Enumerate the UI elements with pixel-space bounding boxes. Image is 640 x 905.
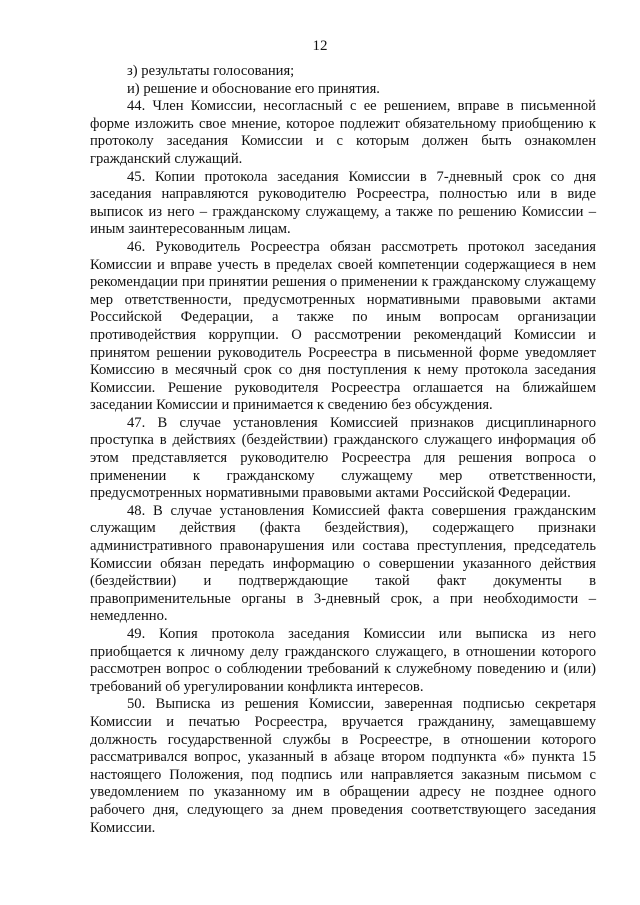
document-body: [90, 63, 596, 837]
paragraph-48: 48. В случае установления Комиссией факта совершения гражданским служащим действия (факта бездействия), содержащего признаки административного правонарушения или состава преступления, председатель Комиссии обязан передать информацию о совершении указанного действия (бездействии) и подтверждающие такой факт документы в правоприменительные органы в 3-дневный срок, а при необходимости – немедленно.: [90, 502, 596, 625]
paragraph-50: 50. Выписка из решения Комиссии, заверенная подписью секретаря Комиссии и печатью Росреестра, вручается гражданину, замещавшему должность государственной службы в Росреестре, в отношении которого рассматривался вопрос, указанный в абзаце втором подпункта «б» пункта 15 настоящего Положения, под подпись или направляется заказным письмом с уведомлением по указанному им в обращении адресу не позднее одного рабочего дня, следующего за днем проведения соответствующего заседания Комиссии.: [90, 696, 596, 836]
paragraph-49: 49. Копия протокола заседания Комиссии или выписка из него приобщается к личному делу гражданского служащего, в отношении которого рассмотрен вопрос о соблюдении требований к служебному поведению и (или) требований об урегулировании конфликта интересов.: [90, 626, 596, 695]
paragraph-item-z: з) результаты голосования;: [127, 63, 295, 79]
page-number: 12: [312, 38, 328, 54]
paragraph-45: 45. Копии протокола заседания Комиссии в 7-дневный срок со дня заседания направляются руководителю Росреестра, полностью или в виде выписок из него – гражданскому служащему, а также по решению Комиссии – иным заинтересованным лицам.: [90, 168, 596, 238]
paragraph-47: 47. В случае установления Комиссией признаков дисциплинарного проступка в действиях (бездействии) гражданского служащего информация об этом представляется руководителю Росреестра для решения вопроса о применении к гражданскому служащему мер ответственности, предусмотренных нормативными правовыми актами Российской Федерации.: [90, 414, 596, 502]
paragraph-item-i: и) решение и обоснование его принятия.: [127, 80, 380, 97]
paragraph-46: 46. Руководитель Росреестра обязан рассмотреть протокол заседания Комиссии и вправе учесть в пределах своей компетенции содержащиеся в нем рекомендации при принятии решения о применении к гражданскому служащему мер ответственности, предусмотренных нормативными правовыми актами Российской Федерации, а также по иным вопросам организации противодействия коррупции. О рассмотрении рекомендаций Комиссии и принятом решении руководитель Росреестра в письменной форме уведомляет Комиссию в месячный срок со дня поступления к нему протокола заседания Комиссии. Решение руководителя Росреестра оглашается на ближайшем заседании Комиссии и принимается к сведению без обсуждения.: [90, 238, 596, 414]
paragraph-44: 44. Член Комиссии, несогласный с ее решением, вправе в письменной форме изложить свое мнение, которое подлежит обязательному приобщению к протоколу заседания Комиссии и с которым должен быть ознакомлен гражданский служащий.: [90, 98, 596, 167]
